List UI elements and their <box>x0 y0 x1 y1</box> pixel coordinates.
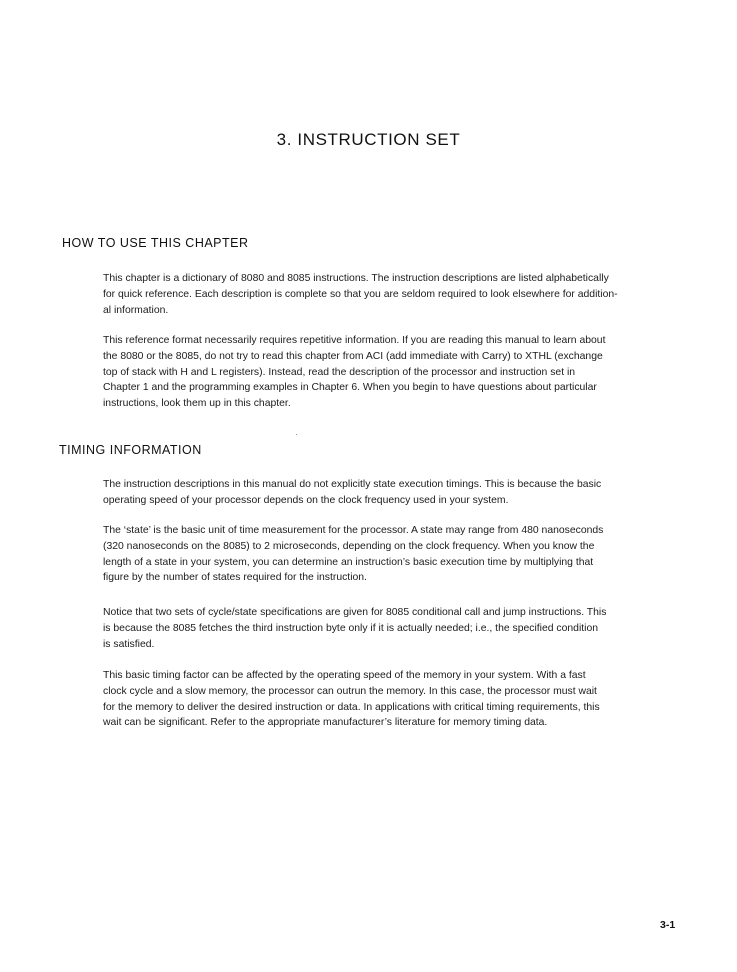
text-line: for quick reference. Each description is complete so that you are seldom required to look elsewhere for addition- <box>103 288 618 300</box>
chapter-title: 3. INSTRUCTION SET <box>276 130 461 149</box>
scan-speck <box>296 434 297 435</box>
text-line: Chapter 1 and the programming examples in Chapter 6. When you begin to have questions about particular <box>103 382 597 394</box>
text-line: The instruction descriptions in this manual do not explicitly state execution timings. This is because the basic <box>103 479 602 490</box>
text-line: wait can be significant. Refer to the appropriate manufacturer’s literature for memory timing data. <box>103 717 548 729</box>
paragraph <box>103 271 681 318</box>
paragraph <box>103 477 681 509</box>
text-line: instructions, look them up in this chapter. <box>103 398 291 410</box>
paragraph <box>103 523 681 586</box>
page-number: 3-1 <box>660 919 676 931</box>
text-line: is because the 8085 fetches the third instruction byte only if it is actually needed; i.e., the specified condition <box>103 622 599 634</box>
text-line: figure by the number of states required for the instruction. <box>103 572 367 584</box>
text-line: operating speed of your processor depends on the clock frequency used in your system. <box>103 494 509 506</box>
text-line: The ‘state’ is the basic unit of time measurement for the processor. A state may range from 480 nanoseconds <box>103 525 604 536</box>
paragraph <box>103 605 681 652</box>
text-line: length of a state in your system, you can determine an instruction’s basic execution time by multiplying that <box>103 556 594 568</box>
text-line: clock cycle and a slow memory, the processor can outrun the memory. In this case, the processor must wait <box>103 685 597 697</box>
section-heading-how-to-use: HOW TO USE THIS CHAPTER <box>62 236 249 250</box>
paragraph <box>103 668 681 731</box>
text-line: for the memory to deliver the desired instruction or data. In applications with critical timing requirements, this <box>103 701 600 713</box>
text-line: is satisfied. <box>103 638 155 650</box>
text-line: the 8080 or the 8085, do not try to read this chapter from ACI (add immediate with Carry) to XTHL (exchange <box>103 350 603 362</box>
text-line: This basic timing factor can be affected by the operating speed of the memory in your system. With a fast <box>103 670 586 681</box>
text-line: (320 nanoseconds on the 8085) to 2 microseconds, depending on the clock frequency. When you know the <box>103 540 595 552</box>
text-line: top of stack with H and L registers). Instead, read the description of the processor and instruction set in <box>103 366 576 378</box>
paragraph <box>103 333 681 412</box>
text-line: Notice that two sets of cycle/state specifications are given for 8085 conditional call and jump instructions. This <box>103 607 607 618</box>
section-heading-timing-information: TIMING INFORMATION <box>59 443 202 457</box>
text-line: al information. <box>103 304 169 316</box>
text-line: This reference format necessarily requires repetitive information. If you are reading this manual to learn about <box>103 335 606 346</box>
text-line: This chapter is a dictionary of 8080 and 8085 instructions. The instruction descriptions are listed alphabetically <box>103 273 609 284</box>
